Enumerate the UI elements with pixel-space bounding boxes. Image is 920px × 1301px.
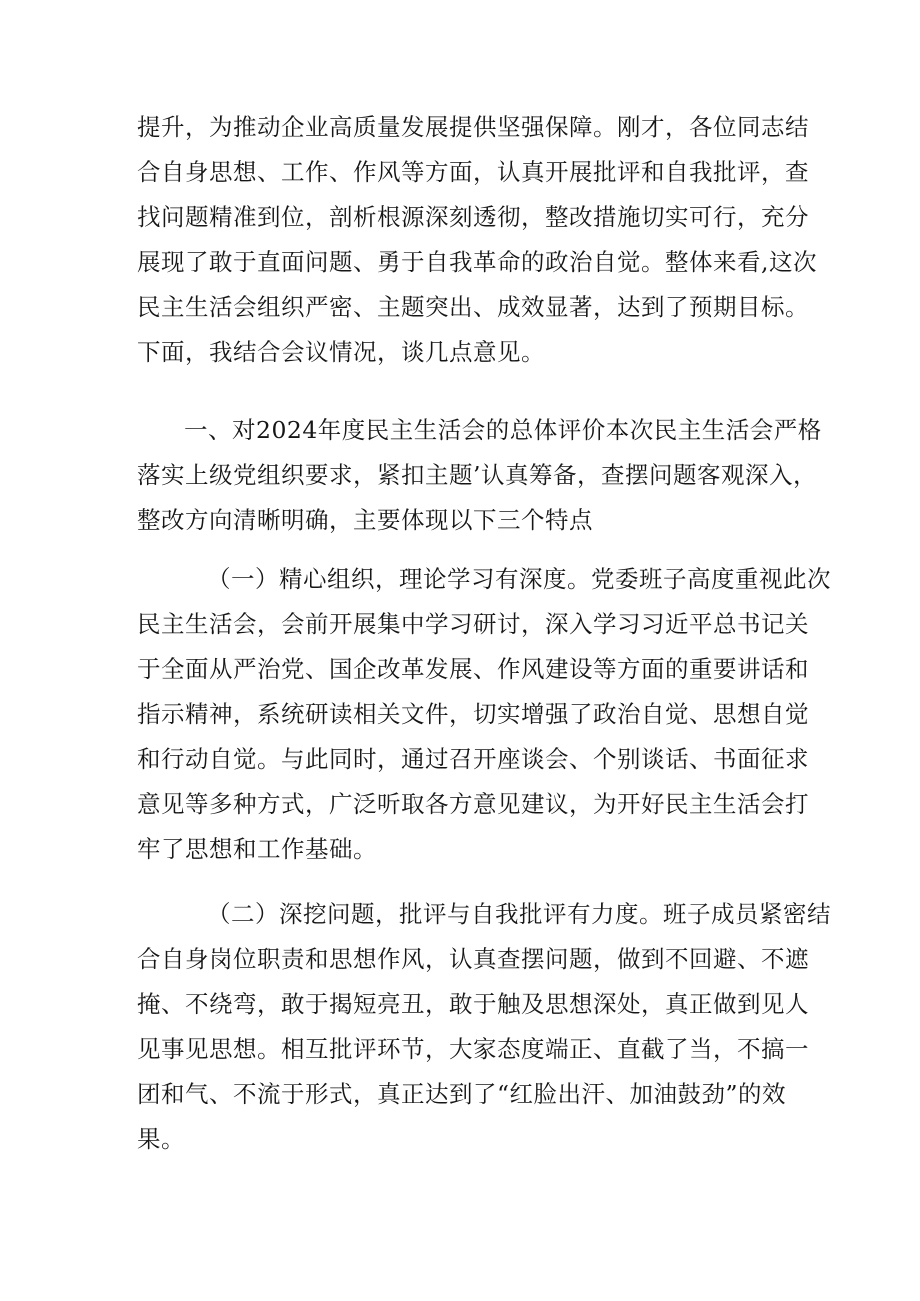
paragraph-point-2 (137, 892, 831, 1162)
text-line: 提升，为推动企业高质量发展提供坚强保障。刚才，各位同志结 (137, 113, 809, 141)
text-line: 整改方向清晰明确，主要体现以下三个特点 (137, 506, 593, 534)
text-line: 落实上级党组织要求，紧扣主题’认真筹备，查摆问题客观深入， (137, 461, 817, 489)
text-line: 民主生活会，会前开展集中学习研讨，深入学习习近平总书记关 (137, 610, 809, 638)
text-line: 见事见思想。相互批评环节，大家态度端正、直截了当，不搞一 (137, 1035, 809, 1063)
text-line: 民主生活会组织严密、主题突出、成效显著，达到了预期目标。 (137, 293, 809, 321)
text-line: 一、对2024年度民主生活会的总体评价本次民主生活会严格 (184, 416, 822, 444)
text-line: 下面，我结合会议情况，谈几点意见。 (137, 338, 545, 366)
text-line: （二）深挖问题，批评与自我批评有力度。班子成员紧密结 (207, 900, 831, 928)
text-line: 意见等多种方式，广泛听取各方意见建议，为开好民主生活会打 (137, 790, 809, 818)
text-line: 合自身思想、工作、作风等方面，认真开展批评和自我批评，查 (137, 158, 809, 186)
paragraph-intro (137, 105, 817, 375)
text-line: 展现了敢于直面问题、勇于自我革命的政治自觉。整体来看,这次 (137, 248, 817, 276)
text-line: 合自身岗位职责和思想作风，认真查摆问题，做到不回避、不遮 (137, 945, 809, 973)
text-line: 和行动自觉。与此同时，通过召开座谈会、个别谈话、书面征求 (137, 745, 809, 773)
paragraph-point-1 (137, 557, 831, 872)
text-line: 于全面从严治党、国企改革发展、作风建设等方面的重要讲话和 (137, 655, 809, 683)
text-line: 指示精神，系统研读相关文件，切实增强了政治自觉、思想自觉 (137, 700, 809, 728)
text-line: 牢了思想和工作基础。 (137, 835, 377, 863)
text-line: 找问题精准到位，剖析根源深刻透彻，整改措施切实可行，充分 (137, 203, 809, 231)
text-line: （一）精心组织，理论学习有深度。党委班子高度重视此次 (207, 565, 831, 593)
text-line: 果。 (137, 1125, 185, 1153)
text-line: 掩、不绕弯，敢于揭短亮丑，敢于触及思想深处，真正做到见人 (137, 990, 809, 1018)
paragraph-section-1 (137, 408, 822, 543)
text-line: 团和气、不流于形式，真正达到了“红脸出汗、加油鼓劲”的效 (137, 1080, 787, 1108)
